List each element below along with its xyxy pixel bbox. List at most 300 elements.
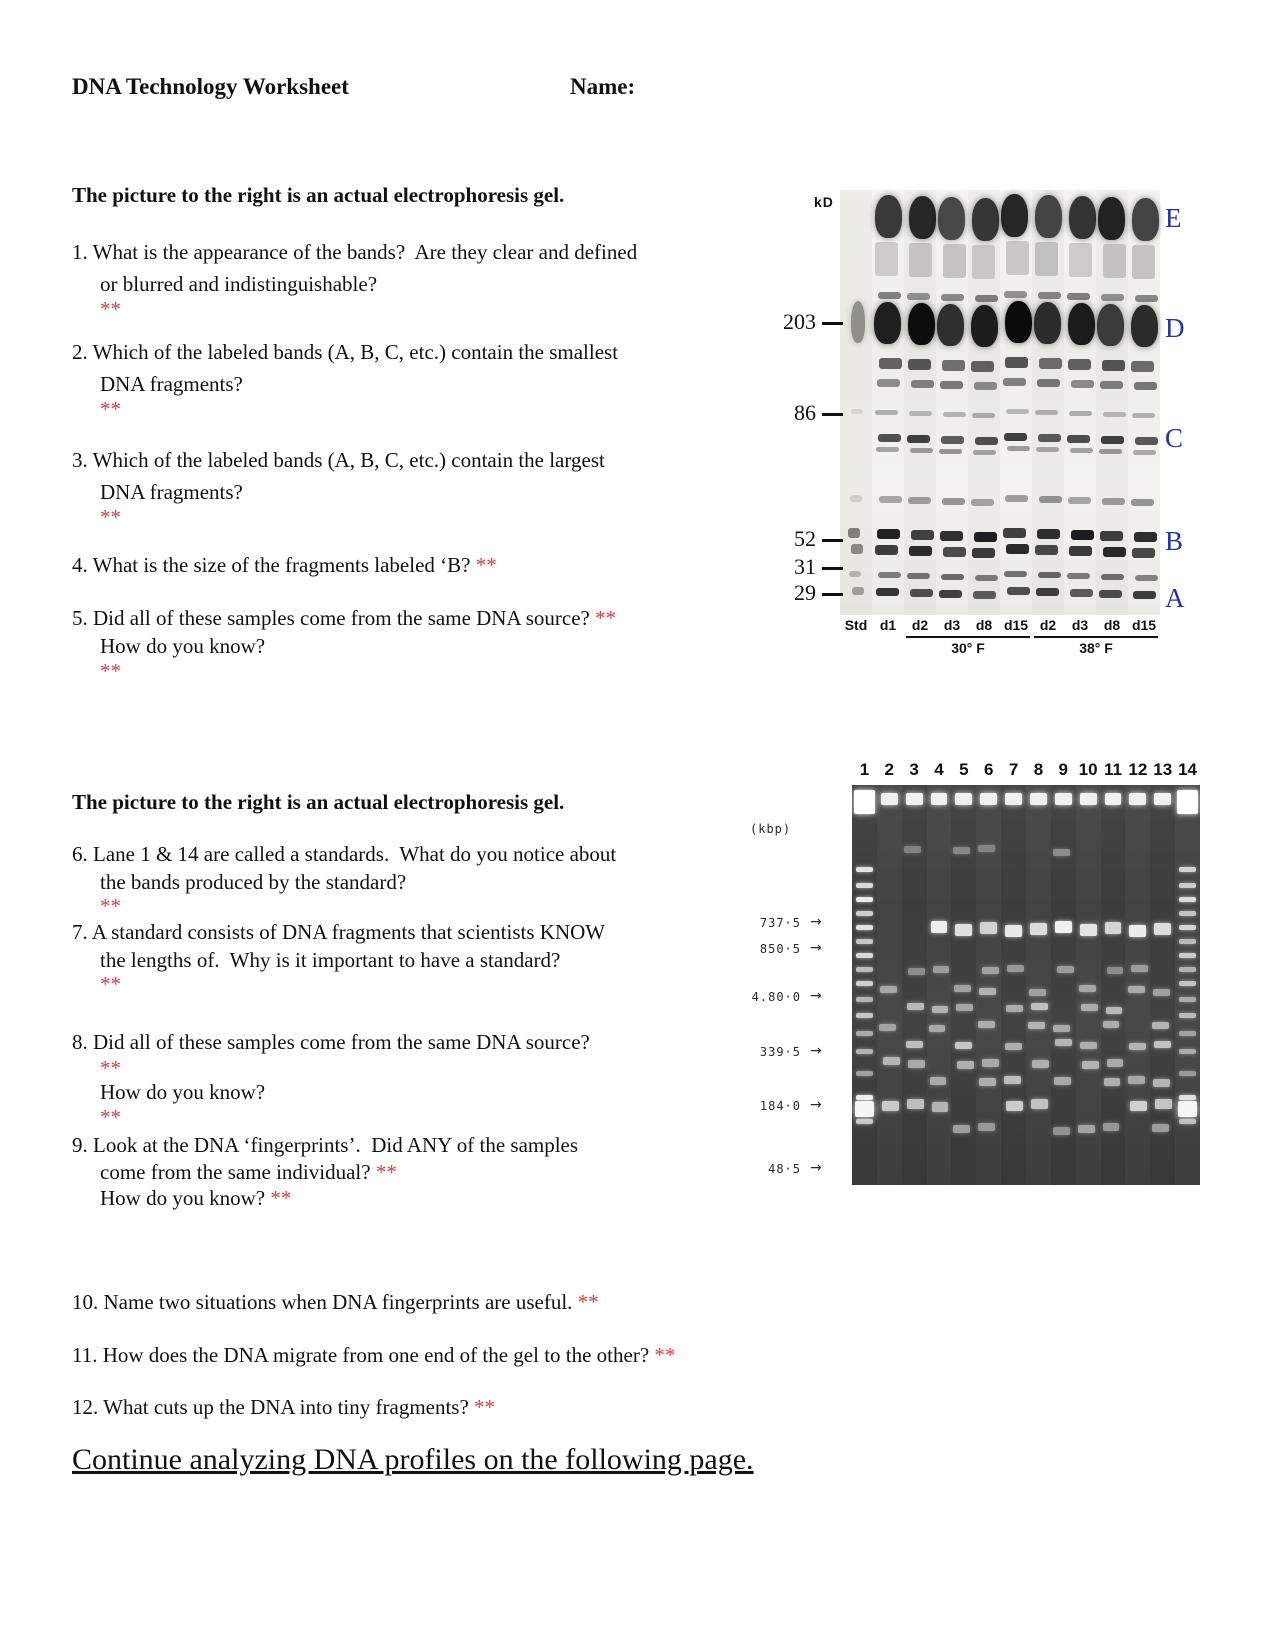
answer-marker: ** [375, 1160, 397, 1184]
gel-band [1003, 528, 1026, 538]
gel-band [1131, 305, 1158, 348]
gel-band [941, 436, 964, 445]
gel-band [1067, 573, 1090, 579]
gel-band [1105, 922, 1122, 934]
gel-band [1071, 380, 1094, 388]
gel-band [910, 589, 933, 598]
gel-band [1179, 1095, 1196, 1100]
gel-band [1129, 925, 1146, 937]
gel-band [1129, 1043, 1146, 1050]
gel-band [954, 985, 971, 992]
gel-band [939, 590, 962, 599]
gel-band [1029, 989, 1046, 996]
gel-band [1030, 923, 1047, 935]
gel-band [956, 1004, 973, 1011]
gel-band [1135, 437, 1158, 446]
lane-label: d2 [1039, 617, 1057, 633]
lane-number: 9 [1058, 760, 1068, 779]
size-marker-tick [822, 539, 843, 542]
gel-band [931, 793, 948, 805]
gel-band [856, 867, 873, 872]
gel-band [1132, 548, 1155, 558]
gel-band [878, 434, 901, 443]
gel-band [1055, 793, 1072, 805]
gel-band [1103, 1021, 1120, 1028]
gel-band [907, 1099, 924, 1109]
answer-marker: ** [595, 606, 617, 630]
gel-band [1030, 793, 1047, 805]
temperature-label: 38° F [1079, 640, 1113, 656]
gel-band [856, 883, 873, 888]
gel-band [1070, 589, 1093, 598]
question-line: 3. Which of the labeled bands (A, B, C, etc.) contain the largest [72, 448, 605, 472]
gel-band [943, 547, 966, 557]
gel-band [1028, 1022, 1045, 1029]
gel-band [909, 411, 932, 416]
gel-band [980, 793, 997, 805]
lane-number: 12 [1128, 760, 1148, 779]
gel-band [971, 305, 998, 348]
gel-band [1036, 447, 1059, 452]
gel-band [1100, 381, 1123, 389]
size-marker-tick [822, 322, 843, 325]
gel-band [1177, 790, 1198, 814]
gel-band [1179, 1013, 1196, 1018]
gel-band [874, 302, 901, 345]
gel-band [1179, 867, 1196, 872]
gel-band [1179, 1049, 1196, 1054]
gel-band [907, 435, 930, 444]
gel-band [1031, 1003, 1048, 1010]
lane-group-underline [906, 636, 1030, 638]
gel-band [856, 1031, 873, 1036]
lane-label: d8 [975, 617, 993, 633]
gel-band [1154, 793, 1171, 805]
answer-marker: ** [100, 659, 121, 683]
gel-band [1038, 434, 1061, 443]
gel-band [955, 793, 972, 805]
gel-band [856, 981, 873, 986]
gel-band [875, 242, 898, 276]
gel-band [877, 529, 900, 539]
gel-band [1005, 495, 1028, 501]
gel-band [908, 1060, 925, 1068]
gel-band [1039, 358, 1062, 369]
gel-band [1035, 242, 1058, 276]
lane-label: d15 [1131, 617, 1157, 633]
size-marker-label: 86 [794, 400, 816, 425]
question-line: 8. Did all of these samples come from the same DNA source? [72, 1030, 590, 1054]
gel-band [1005, 301, 1032, 344]
gel-band [856, 1071, 873, 1076]
gel-band [854, 790, 875, 814]
answer-marker: ** [100, 1056, 121, 1080]
lane-label: d2 [911, 617, 929, 633]
size-marker-label: 339·5 [759, 1045, 801, 1059]
gel-band [1006, 544, 1029, 554]
gel-band [1098, 197, 1125, 240]
answer-marker: ** [270, 1186, 292, 1210]
band-letter: E [1165, 203, 1182, 233]
gel-band [1067, 293, 1090, 299]
gel-band [1101, 574, 1124, 580]
size-marker-label: 48·5 [768, 1162, 801, 1176]
gel-band [972, 198, 999, 241]
gel-band [908, 497, 931, 503]
gel-band [1178, 1101, 1197, 1117]
gel-band [1080, 924, 1097, 936]
gel-band [1107, 967, 1124, 974]
lane-number: 5 [959, 760, 969, 779]
gel-band [849, 571, 862, 577]
gel-band [1006, 1005, 1023, 1012]
gel-band [1179, 939, 1196, 944]
gel-band [971, 499, 994, 505]
gel-band [938, 197, 965, 240]
gel-band [933, 966, 950, 973]
gel-band [1034, 302, 1061, 345]
gel-band [957, 1061, 974, 1069]
gel-band [1006, 409, 1029, 414]
lane-group-underline [1034, 636, 1158, 638]
gel-band [955, 924, 972, 936]
gel-band [1179, 953, 1196, 958]
gel-band [1005, 793, 1022, 805]
gel-band [1179, 1031, 1196, 1036]
question-line: 6. Lane 1 & 14 are called a standards. What do you notice about [72, 842, 617, 866]
gel-band [1007, 965, 1024, 972]
gel-band [1131, 361, 1154, 372]
answer-marker: ** [100, 297, 121, 321]
size-marker-label: 737·5 [759, 916, 801, 930]
gel-band [875, 410, 898, 415]
gel-band [1152, 1022, 1169, 1029]
gel-band [975, 295, 998, 301]
gel-band [1038, 572, 1061, 578]
question-line: the lengths of. Why is it important to have a standard? [100, 948, 561, 972]
gel-band [1154, 923, 1171, 935]
gel-band [975, 575, 998, 581]
gel-band [1039, 496, 1062, 502]
size-marker-arrow-icon: → [810, 1043, 822, 1059]
lane-label: d8 [1103, 617, 1121, 633]
gel-band [1133, 591, 1156, 600]
gel-band [1068, 497, 1091, 503]
size-marker-tick [822, 567, 843, 570]
gel-band [856, 939, 873, 944]
question-line: 4. What is the size of the fragments labeled ‘B? ** [72, 553, 497, 577]
gel-band [1070, 448, 1093, 453]
gel-band [1037, 379, 1060, 387]
lane-label: Std [844, 617, 868, 633]
gel2-lane [877, 785, 902, 1185]
gel-band [1037, 529, 1060, 539]
gel-band [973, 591, 996, 600]
gel-band [1099, 449, 1122, 454]
footer-note: Continue analyzing DNA profiles on the following page. [72, 1443, 754, 1476]
gel-band [979, 988, 996, 995]
size-marker-tick [822, 413, 843, 416]
answer-marker: ** [577, 1290, 599, 1314]
gel-band [880, 986, 897, 993]
gel-band [1128, 986, 1145, 993]
gel-band [856, 1049, 873, 1054]
gel-band [972, 413, 995, 418]
gel-band [1179, 911, 1196, 916]
gel-band [1038, 292, 1061, 298]
answer-marker: ** [475, 553, 497, 577]
gel-band [1101, 294, 1124, 300]
lane-label: d1 [879, 617, 897, 633]
gel-band [1131, 965, 1148, 972]
gel-band [1100, 531, 1123, 541]
gel-band [1068, 303, 1095, 346]
gel-band [1080, 793, 1097, 805]
gel-band [856, 1013, 873, 1018]
gel-band [1032, 1060, 1049, 1068]
question-line: How do you know? [100, 1080, 266, 1104]
gel-band [1035, 545, 1058, 555]
gel-band [1152, 1124, 1169, 1132]
gel-band [1179, 883, 1196, 888]
gel-band [1031, 1099, 1048, 1109]
temperature-label: 30° F [951, 640, 985, 656]
answer-marker: ** [100, 894, 121, 918]
gel-band [1004, 433, 1027, 442]
gel-band [1133, 450, 1156, 455]
gel-band [909, 546, 932, 556]
gel-band [1179, 981, 1196, 986]
gel-band [856, 925, 873, 930]
question-line: 1. What is the appearance of the bands? Are they clear and defined [72, 240, 638, 264]
gel-band [1069, 196, 1096, 239]
gel-band [975, 437, 998, 446]
gel-band [941, 294, 964, 300]
gel-band [1132, 245, 1155, 279]
gel-band [1071, 530, 1094, 540]
gel-band [979, 1078, 996, 1086]
gel-band [1179, 1119, 1196, 1124]
gel-band [1004, 1076, 1021, 1084]
gel-band [1103, 412, 1126, 417]
gel-band [1003, 378, 1026, 386]
question-line: 5. Did all of these samples come from the same DNA source? ** [72, 606, 617, 630]
gel-band [1153, 989, 1170, 996]
gel-band [1001, 194, 1028, 237]
gel-band [856, 897, 873, 902]
question-line: come from the same individual? ** [100, 1160, 397, 1184]
gel-band [1179, 967, 1196, 972]
answer-marker: ** [100, 1105, 121, 1129]
gel2-lane [927, 785, 952, 1185]
gel-band [1132, 413, 1155, 418]
gel-band [1068, 359, 1091, 370]
gel-band [978, 845, 995, 852]
gel-band [906, 1041, 923, 1048]
gel-band [1132, 198, 1159, 241]
band-letter: C [1165, 423, 1184, 453]
gel-band [982, 1059, 999, 1067]
document-title: DNA Technology Worksheet [72, 74, 349, 99]
question-line: How do you know? [100, 634, 266, 658]
gel-band [973, 450, 996, 455]
size-marker-arrow-icon: → [810, 940, 822, 956]
name-label: Name: [570, 74, 636, 99]
size-marker-label: 31 [794, 554, 816, 579]
gel-band [911, 380, 934, 388]
gel-band [907, 573, 930, 579]
answer-marker: ** [654, 1343, 676, 1367]
gel-band [1082, 1061, 1099, 1069]
question-line: 11. How does the DNA migrate from one end of the gel to the other? ** [72, 1343, 676, 1367]
gel-band [1053, 1025, 1070, 1032]
gel-band [909, 243, 932, 277]
gel-band [1131, 499, 1154, 505]
gel-band [1035, 195, 1062, 238]
gel-band [1105, 793, 1122, 805]
lane-number: 8 [1033, 760, 1044, 779]
gel-band [1069, 411, 1092, 416]
gel1-image [840, 190, 1160, 615]
lane-label: d3 [943, 617, 961, 633]
gel-band [856, 967, 873, 972]
gel-band [856, 953, 873, 958]
lane-label: d3 [1071, 617, 1089, 633]
question-line: the bands produced by the standard? [100, 870, 407, 894]
gel-band [930, 1077, 947, 1085]
gel1-kd-unit-label: kD [814, 194, 834, 210]
gel-band [1005, 925, 1022, 937]
gel-band [937, 304, 964, 347]
gel-band [1134, 382, 1157, 390]
lane-number: 2 [884, 760, 894, 779]
gel-band [972, 245, 995, 279]
gel-band [1103, 1123, 1120, 1131]
gel-band [909, 196, 936, 239]
lane-number: 3 [909, 760, 919, 779]
lane-number: 6 [983, 760, 994, 779]
gel-band [1179, 1071, 1196, 1076]
lane-number: 1 [859, 760, 870, 779]
gel-band [1004, 571, 1027, 577]
gel-band [932, 1006, 949, 1013]
gel-band [1135, 295, 1158, 301]
gel-band [1106, 1007, 1123, 1014]
gel-band [910, 448, 933, 453]
gel-band [978, 1021, 995, 1028]
gel-band [1154, 1041, 1171, 1048]
answer-marker: ** [100, 397, 121, 421]
gel-band [943, 412, 966, 417]
gel-band [1134, 532, 1157, 542]
gel-band [1130, 1101, 1147, 1111]
size-marker-arrow-icon: → [810, 1097, 822, 1113]
gel-band [1053, 849, 1070, 856]
gel-band [1107, 1059, 1124, 1067]
size-marker-label: 850·5 [759, 942, 801, 956]
gel-band [1135, 575, 1158, 581]
gel-band [875, 545, 898, 555]
question-line: How do you know? ** [100, 1186, 292, 1210]
gel-band [1102, 498, 1125, 504]
gel-band [908, 303, 935, 346]
gel-band [953, 1125, 970, 1133]
gel-band [939, 449, 962, 454]
size-marker-arrow-icon: → [810, 1160, 822, 1176]
gel-band [1069, 243, 1092, 277]
gel-band [848, 528, 861, 538]
gel-band [1004, 291, 1027, 297]
gel-band [974, 382, 997, 390]
gel-band [877, 379, 900, 387]
gel-band [875, 195, 902, 238]
question-line: DNA fragments? [100, 372, 243, 396]
gel-band [855, 1101, 874, 1117]
answer-marker: ** [100, 505, 121, 529]
gel-band [1099, 590, 1122, 599]
gel-band [1080, 1042, 1097, 1049]
gel-band [856, 997, 873, 1002]
gel-band [1179, 997, 1196, 1002]
question-line: 10. Name two situations when DNA fingerprints are useful. ** [72, 1290, 599, 1314]
gel-band [878, 292, 901, 298]
size-marker-label: 203 [783, 309, 816, 334]
gel-band [1005, 357, 1028, 368]
band-letter: B [1165, 526, 1184, 556]
gel-band [879, 496, 902, 502]
gel-band [940, 381, 963, 389]
gel-band [882, 1101, 899, 1111]
question-line: or blurred and indistinguishable? [100, 272, 378, 296]
gel-band [1104, 1078, 1121, 1086]
band-letter: D [1165, 313, 1185, 343]
gel-band [1055, 921, 1072, 933]
gel-band [1007, 587, 1030, 596]
gel-band [856, 1095, 873, 1100]
gel2-kbp-unit-label: (kbp) [750, 822, 792, 836]
size-marker-label: 52 [794, 526, 816, 551]
gel-band [1079, 985, 1096, 992]
gel-band [878, 572, 901, 578]
size-marker-label: 4.80·0 [751, 990, 801, 1004]
gel-band [942, 498, 965, 504]
gel-band [1179, 897, 1196, 902]
gel-band [942, 360, 965, 371]
gel-band [1097, 304, 1124, 347]
answer-marker: ** [474, 1395, 496, 1419]
gel-band [1035, 410, 1058, 415]
gel-band [906, 793, 923, 805]
lane-number: 10 [1078, 760, 1098, 779]
gel-band [982, 967, 999, 974]
band-letter: A [1165, 583, 1185, 613]
gel2-image [852, 785, 1200, 1185]
gel-band [941, 574, 964, 580]
gel-band [879, 1024, 896, 1031]
section-heading: The picture to the right is an actual electrophoresis gel. [72, 183, 565, 207]
gel-band [1067, 435, 1090, 444]
question-line: 7. A standard consists of DNA fragments that scientists KNOW [72, 920, 606, 944]
answer-marker: ** [100, 972, 121, 996]
gel-band [1081, 1004, 1098, 1011]
question-line: 12. What cuts up the DNA into tiny fragments? ** [72, 1395, 496, 1419]
gel-band [978, 1123, 995, 1131]
question-line: 9. Look at the DNA ‘fingerprints’. Did ANY of the samples [72, 1133, 579, 1157]
gel-band [1055, 1039, 1072, 1046]
section-heading: The picture to the right is an actual electrophoresis gel. [72, 790, 565, 814]
gel-band [1006, 1101, 1023, 1111]
gel-band [1179, 925, 1196, 930]
